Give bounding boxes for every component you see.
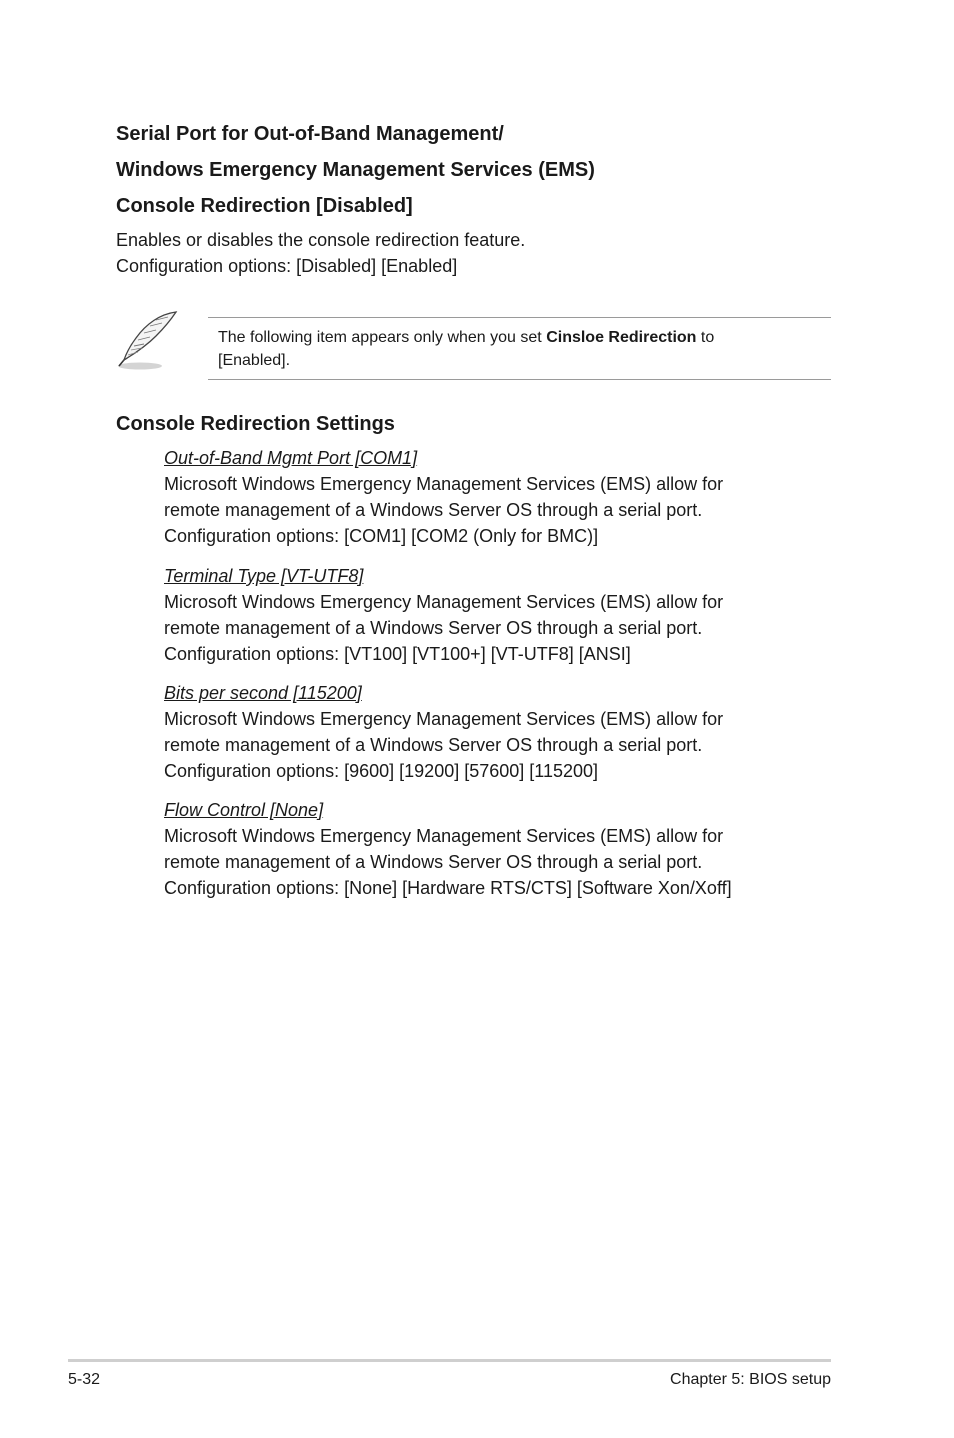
- setting-desc-line3: Configuration options: [COM1] [COM2 (Only for BMC)]: [164, 526, 599, 546]
- page-number: 5-32: [68, 1371, 101, 1388]
- setting-desc-line3: Configuration options: [None] [Hardware RTS/CTS] [Software Xon/Xoff]: [164, 878, 732, 898]
- setting-title: Out-of-Band Mgmt Port [COM1]: [164, 448, 418, 468]
- setting-title: Flow Control [None]: [164, 800, 324, 820]
- setting-desc-line2: remote management of a Windows Server OS through a serial port.: [164, 735, 703, 755]
- setting-item-flow-control: [164, 797, 732, 901]
- feather-quill-icon: [112, 306, 182, 374]
- note-text-bold: Cinsloe Redirection: [546, 329, 697, 346]
- setting-desc-line2: remote management of a Windows Server OS through a serial port.: [164, 500, 703, 520]
- settings-heading: Console Redirection Settings: [116, 413, 395, 435]
- setting-desc-line1: Microsoft Windows Emergency Management Services (EMS) allow for: [164, 592, 724, 612]
- description-line1: Enables or disables the console redirection feature.: [116, 230, 526, 250]
- chapter-label: Chapter 5: BIOS setup: [670, 1371, 831, 1388]
- description: [116, 227, 525, 279]
- setting-title: Bits per second [115200]: [164, 683, 362, 703]
- setting-desc-line1: Microsoft Windows Emergency Management Services (EMS) allow for: [164, 474, 724, 494]
- note-text-after: to: [696, 329, 715, 346]
- setting-desc-line3: Configuration options: [9600] [19200] [57600] [115200]: [164, 761, 599, 781]
- setting-desc-line1: Microsoft Windows Emergency Management Services (EMS) allow for: [164, 709, 724, 729]
- note-line2: [Enabled].: [218, 352, 291, 369]
- note-text: [218, 326, 714, 372]
- setting-desc-line2: remote management of a Windows Server OS through a serial port.: [164, 852, 703, 872]
- description-line2: Configuration options: [Disabled] [Enabled]: [116, 256, 458, 276]
- subheading-console-redirection: Console Redirection [Disabled]: [116, 195, 413, 217]
- setting-desc-line1: Microsoft Windows Emergency Management Services (EMS) allow for: [164, 826, 724, 846]
- note-text-before: The following item appears only when you set: [218, 329, 547, 346]
- section-heading-line1: Serial Port for Out-of-Band Management/: [116, 123, 504, 145]
- setting-title: Terminal Type [VT-UTF8]: [164, 566, 364, 586]
- note-line1: [218, 326, 714, 349]
- section-heading-line2: Windows Emergency Management Services (EMS): [116, 159, 595, 181]
- setting-item-bits-per-second: [164, 680, 723, 784]
- footer-rule: [68, 1359, 831, 1362]
- setting-item-terminal-type: [164, 563, 723, 667]
- setting-desc-line3: Configuration options: [VT100] [VT100+] [VT-UTF8] [ANSI]: [164, 644, 631, 664]
- note-bottom-rule: [208, 379, 831, 380]
- setting-desc-line2: remote management of a Windows Server OS through a serial port.: [164, 618, 703, 638]
- note-top-rule: [208, 317, 831, 318]
- setting-item-oob-port: [164, 445, 723, 549]
